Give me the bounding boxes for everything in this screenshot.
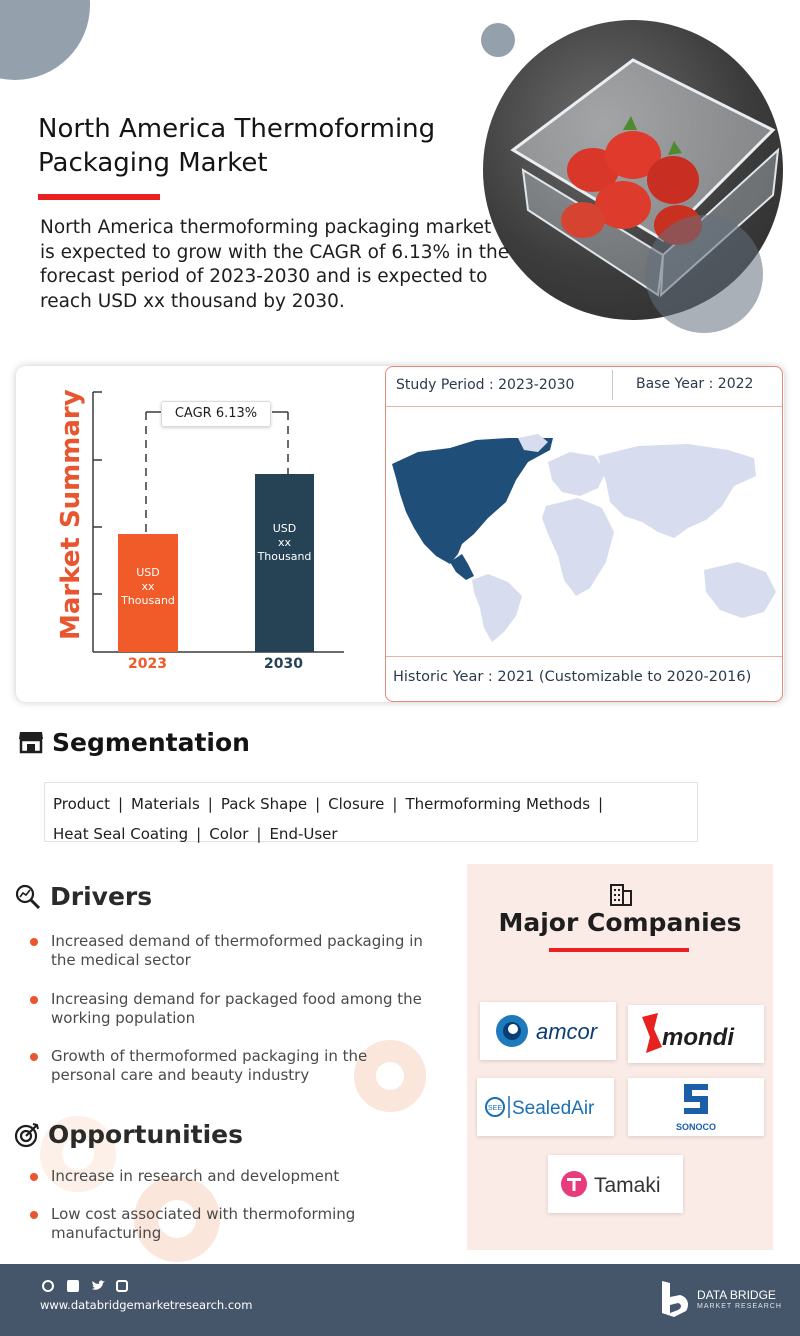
bar-2023-value-label: USD xx Thousand [121,566,175,607]
databridge-brand-sub: MARKET RESEARCH [697,1303,782,1310]
svg-text:SEE: SEE [488,1105,503,1112]
driver-item: Growth of thermoformed packaging in the personal care and beauty industry [30,1047,430,1085]
divider [386,406,782,407]
map-australia [704,562,776,618]
logo-mondi [628,1005,764,1063]
segment-item: Product [53,795,110,813]
facebook-icon[interactable] [67,1280,79,1292]
target-icon [14,1122,40,1148]
logo-amcor [480,1002,616,1060]
segmentation-list: Product | Materials | Pack Shape | Closure | Thermoforming Methods | Heat Seal Coating | Color | End-User [44,782,698,842]
opportunity-item: Increase in research and development [30,1167,430,1186]
map-south-america [472,574,522,642]
intro-text: North America thermoforming packaging market is expected to grow with the CAGR of 6.13% in the forecast period of 2023-2030 and is expected to reach USD xx thousand by 2030. [40,217,510,312]
map-europe [548,452,606,496]
segment-item: Thermoforming Methods [405,795,591,813]
databridge-brand: DATA BRIDGE [697,1288,776,1302]
decor-dot [481,23,515,57]
x-tick-2030: 2030 [264,656,303,672]
title-underline [38,194,160,200]
segment-item: Color [209,825,249,843]
segmentation-title: Segmentation [52,728,250,757]
divider [386,656,782,657]
major-companies-title: Major Companies [498,908,742,937]
drivers-title: Drivers [50,882,153,911]
driver-item: Increasing demand for packaged food among the working population [30,990,430,1028]
svg-text:SONOCO: SONOCO [675,1122,717,1132]
logo-tamaki [548,1155,683,1213]
search-chart-icon [15,884,41,910]
twitter-icon[interactable] [91,1280,105,1292]
whatsapp-icon[interactable] [42,1280,54,1292]
map-north-america [392,438,553,564]
social-icons [42,1279,132,1293]
decor-circle-top-left [0,0,90,80]
logo-sonoco [628,1078,764,1136]
segment-item: Materials [131,795,200,813]
instagram-icon[interactable] [116,1280,128,1292]
website-link[interactable]: www.databridgemarketresearch.com [40,1298,253,1312]
segment-item: End-User [269,825,338,843]
svg-text:amcor: amcor [536,1019,598,1044]
segment-item: Pack Shape [220,795,308,813]
logo-sealedair [477,1078,614,1136]
map-asia [598,444,756,538]
segment-item: Heat Seal Coating [53,825,189,843]
databridge-logo-icon [656,1279,692,1319]
bar-2030-value-label: USD xx Thousand [257,522,312,563]
historic-year: Historic Year : 2021 (Customizable to 2020-2016) [393,669,752,685]
divider [612,370,613,400]
driver-item: Increased demand of thermoformed packaging in the medical sector [30,932,430,970]
opportunity-item: Low cost associated with thermoforming manufacturing [30,1205,430,1243]
decor-circle-bottom [645,215,763,333]
svg-text:SealedAir: SealedAir [512,1098,595,1119]
base-year: Base Year : 2022 [636,376,754,392]
segment-item: Closure [328,795,385,813]
major-companies-underline [549,948,689,952]
svg-text:mondi: mondi [662,1024,734,1051]
market-summary-label: Market Summary [56,389,86,640]
store-icon [18,730,44,754]
building-icon [608,882,634,908]
opportunities-title: Opportunities [48,1120,244,1149]
world-map [388,432,782,642]
study-period: Study Period : 2023-2030 [396,377,575,393]
svg-text:Tamaki: Tamaki [594,1174,661,1197]
page-title: North America Thermoforming Packaging Market [38,114,436,178]
map-africa [542,498,614,596]
cagr-callout: CAGR 6.13% [161,401,271,427]
x-tick-2023: 2023 [128,656,167,672]
